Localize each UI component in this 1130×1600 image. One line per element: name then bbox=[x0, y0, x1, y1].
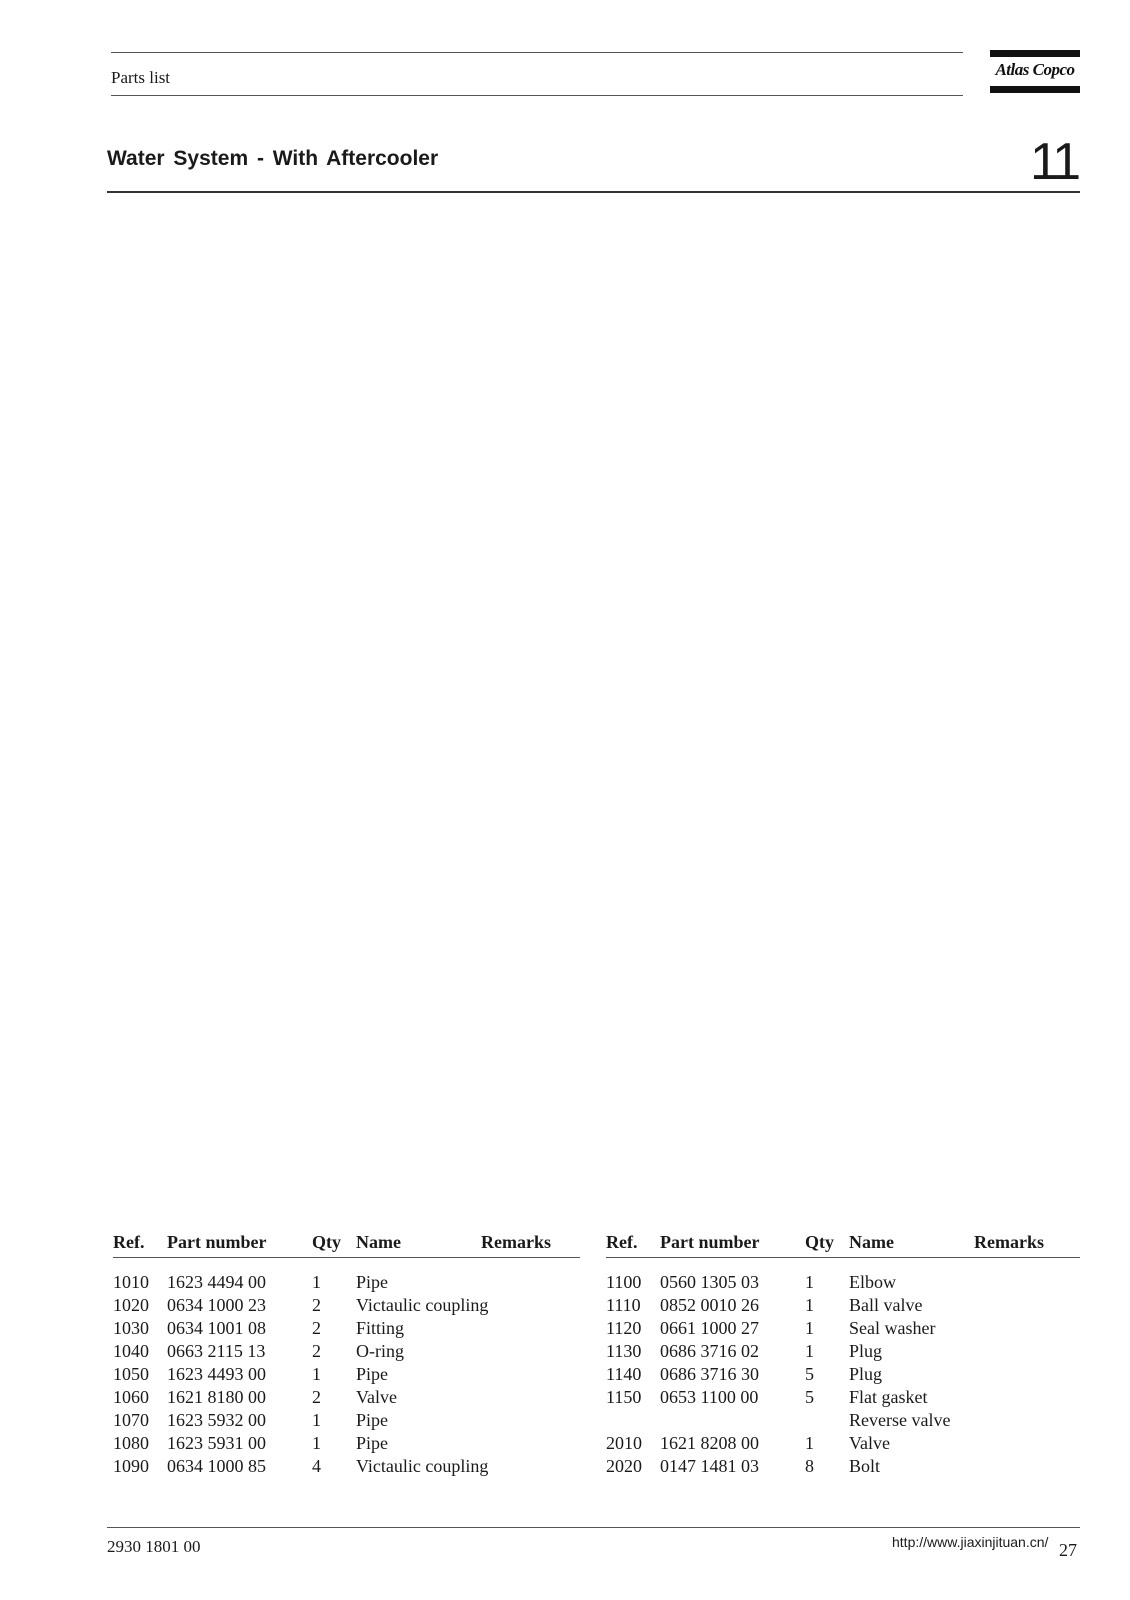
table-header-rule bbox=[113, 1257, 580, 1258]
cell-ref: 1010 bbox=[113, 1272, 149, 1292]
header-top-rule bbox=[111, 52, 963, 53]
cell-qty: 2 bbox=[312, 1318, 321, 1338]
cell-name: Valve bbox=[849, 1433, 890, 1453]
cell-ref: 1040 bbox=[113, 1341, 149, 1361]
cell-qty: 5 bbox=[805, 1387, 814, 1407]
cell-qty: 2 bbox=[312, 1295, 321, 1315]
cell-name: Pipe bbox=[356, 1433, 389, 1453]
cell-ref: 1030 bbox=[113, 1318, 149, 1338]
title-rule bbox=[107, 191, 1080, 193]
cell-name: Fitting bbox=[356, 1318, 405, 1338]
cell-name: Victaulic coupling bbox=[356, 1456, 489, 1476]
page-title: Water System - With Aftercooler bbox=[107, 147, 439, 170]
cell-qty: 2 bbox=[312, 1387, 321, 1407]
footer-rule bbox=[107, 1527, 1080, 1528]
cell-part-number: 0634 1001 08 bbox=[167, 1318, 266, 1338]
cell-part-number: 0852 0010 26 bbox=[660, 1295, 759, 1315]
cell-part-number: 0147 1481 03 bbox=[660, 1456, 759, 1476]
cell-ref: 1130 bbox=[606, 1341, 642, 1361]
cell-name: Bolt bbox=[849, 1456, 881, 1476]
cell-ref: 1050 bbox=[113, 1364, 149, 1384]
col-header-name: Name bbox=[849, 1232, 894, 1252]
cell-name: Flat gasket bbox=[849, 1387, 928, 1407]
cell-part-number: 0686 3716 02 bbox=[660, 1341, 759, 1361]
figure-area bbox=[107, 200, 1077, 1200]
cell-ref: 1140 bbox=[606, 1364, 642, 1384]
cell-part-number: 0661 1000 27 bbox=[660, 1318, 759, 1338]
cell-name: Ball valve bbox=[849, 1295, 923, 1315]
cell-part-number: 0663 2115 13 bbox=[167, 1341, 266, 1361]
cell-ref: 1090 bbox=[113, 1456, 149, 1476]
cell-part-number: 1623 4494 00 bbox=[167, 1272, 266, 1292]
cell-ref: 1100 bbox=[606, 1272, 642, 1292]
col-header-qty: Qty bbox=[805, 1232, 834, 1252]
logo-top-bar bbox=[990, 50, 1080, 57]
col-header-qty: Qty bbox=[312, 1232, 341, 1252]
cell-ref: 1110 bbox=[606, 1295, 641, 1315]
cell-part-number: 0686 3716 30 bbox=[660, 1364, 759, 1384]
cell-qty: 1 bbox=[312, 1272, 321, 1292]
cell-part-number: 0560 1305 03 bbox=[660, 1272, 759, 1292]
cell-part-number: 0653 1100 00 bbox=[660, 1387, 759, 1407]
cell-qty: 1 bbox=[312, 1433, 321, 1453]
table-header-rule bbox=[606, 1257, 1080, 1258]
document-number: 2930 1801 00 bbox=[107, 1537, 201, 1556]
cell-name: Reverse valve bbox=[849, 1410, 951, 1430]
cell-qty: 1 bbox=[805, 1318, 814, 1338]
cell-qty: 4 bbox=[312, 1456, 321, 1476]
cell-part-number: 1621 8180 00 bbox=[167, 1387, 266, 1407]
cell-ref: 1080 bbox=[113, 1433, 149, 1453]
cell-qty: 1 bbox=[805, 1272, 814, 1292]
cell-name: Valve bbox=[356, 1387, 397, 1407]
cell-qty: 1 bbox=[805, 1341, 814, 1361]
atlas-copco-logo bbox=[990, 50, 1080, 94]
cell-part-number: 1621 8208 00 bbox=[660, 1433, 759, 1453]
cell-qty: 1 bbox=[805, 1433, 814, 1453]
page-number: 27 bbox=[1059, 1540, 1077, 1560]
cell-qty: 1 bbox=[312, 1410, 321, 1430]
cell-qty: 1 bbox=[805, 1295, 814, 1315]
cell-qty: 1 bbox=[312, 1364, 321, 1384]
col-header-ref: Ref. bbox=[606, 1232, 638, 1252]
cell-ref: 1120 bbox=[606, 1318, 642, 1338]
col-header-part-number: Part number bbox=[660, 1232, 760, 1252]
cell-qty: 2 bbox=[312, 1341, 321, 1361]
cell-name: Pipe bbox=[356, 1272, 389, 1292]
cell-ref: 1020 bbox=[113, 1295, 149, 1315]
col-header-ref: Ref. bbox=[113, 1232, 145, 1252]
header-bottom-rule bbox=[111, 95, 963, 96]
section-number: 11 bbox=[1030, 133, 1078, 191]
cell-ref: 2020 bbox=[606, 1456, 642, 1476]
logo-bottom-bar bbox=[990, 86, 1080, 93]
cell-name: Plug bbox=[849, 1364, 883, 1384]
cell-name: Victaulic coupling bbox=[356, 1295, 489, 1315]
col-header-remarks: Remarks bbox=[974, 1232, 1044, 1252]
cell-qty: 5 bbox=[805, 1364, 814, 1384]
cell-part-number: 0634 1000 23 bbox=[167, 1295, 266, 1315]
header-label: Parts list bbox=[111, 68, 171, 87]
cell-name: O-ring bbox=[356, 1341, 404, 1361]
col-header-part-number: Part number bbox=[167, 1232, 267, 1252]
cell-ref: 1060 bbox=[113, 1387, 149, 1407]
cell-part-number: 1623 5932 00 bbox=[167, 1410, 266, 1430]
cell-part-number: 0634 1000 85 bbox=[167, 1456, 266, 1476]
cell-ref: 2010 bbox=[606, 1433, 642, 1453]
cell-name: Pipe bbox=[356, 1364, 389, 1384]
cell-name: Pipe bbox=[356, 1410, 389, 1430]
footer-url: http://www.jiaxinjituan.cn/ bbox=[892, 1534, 1049, 1550]
cell-ref: 1070 bbox=[113, 1410, 149, 1430]
logo-text: Atlas Copco bbox=[995, 60, 1075, 79]
cell-qty: 8 bbox=[805, 1456, 814, 1476]
cell-name: Plug bbox=[849, 1341, 883, 1361]
col-header-remarks: Remarks bbox=[481, 1232, 551, 1252]
cell-ref: 1150 bbox=[606, 1387, 642, 1407]
cell-name: Seal washer bbox=[849, 1318, 936, 1338]
col-header-name: Name bbox=[356, 1232, 401, 1252]
cell-name: Elbow bbox=[849, 1272, 896, 1292]
cell-part-number: 1623 5931 00 bbox=[167, 1433, 266, 1453]
cell-part-number: 1623 4493 00 bbox=[167, 1364, 266, 1384]
